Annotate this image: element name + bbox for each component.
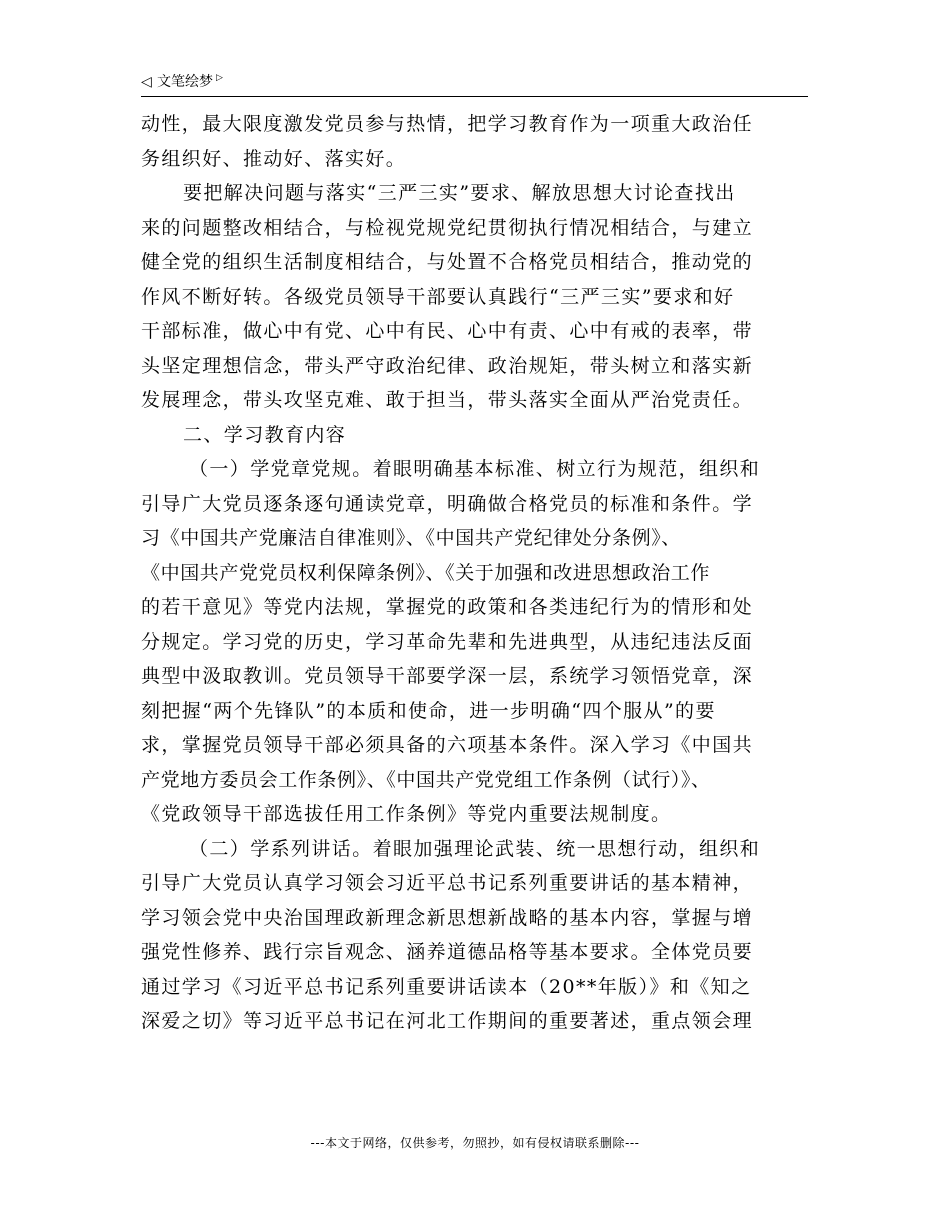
text-line: 健全党的组织生活制度相结合，与处置不合格党员相结合，推动党的 xyxy=(141,251,754,273)
text-line: 《党政领导干部选拔任用工作条例》等党内重要法规制度。 xyxy=(141,803,672,825)
text-line: 来的问题整改相结合，与检视党规党纪贯彻执行情况相结合，与建立 xyxy=(141,216,754,239)
right-triangle-icon: ▷ xyxy=(216,73,223,83)
text-line: 发展理念，带头攻坚克难、敢于担当，带头落实全面从严治党责任。 xyxy=(141,389,754,411)
text-line: 强党性修养、践行宗旨观念、涵养道德品格等基本要求。全体党员要 xyxy=(141,941,754,963)
text-line: 干部标准，做心中有党、心中有民、心中有责、心中有戒的表率，带 xyxy=(141,320,754,342)
text-line: 作风不断好转。各级党员领导干部要认真践行“三严三实”要求和好 xyxy=(141,285,735,308)
text-line: 学习领会党中央治国理政新理念新思想新战略的基本内容，掌握与增 xyxy=(141,906,754,929)
header-brand: 文笔绘梦 xyxy=(157,74,213,90)
section-heading: 二、学习教育内容 xyxy=(183,423,347,446)
text-line: 习《中国共产党廉洁自律准则》、《中国共产党纪律处分条例》、 xyxy=(141,527,681,549)
text-line: 刻把握“两个先锋队”的本质和使命，进一步明确“四个服从”的要 xyxy=(141,699,716,722)
text-line: （一）学党章党规。着眼明确基本标准、树立行为规范，组织和 xyxy=(189,458,761,480)
text-line: 通过学习《习近平总书记系列重要讲话读本（20**年版）》和《知之 xyxy=(141,975,752,998)
text-line: 务组织好、推动好、落实好。 xyxy=(141,147,407,170)
text-line: 引导广大党员逐条逐句通读党章，明确做合格党员的标准和条件。学 xyxy=(141,492,754,515)
header-divider xyxy=(141,96,808,97)
text-line: 深爱之切》等习近平总书记在河北工作期间的重要著述，重点领会理 xyxy=(141,1010,754,1032)
text-line: 的若干意见》等党内法规，掌握党的政策和各类违纪行为的情形和处 xyxy=(141,596,754,618)
text-line: 动性，最大限度激发党员参与热情，把学习教育作为一项重大政治任 xyxy=(141,113,754,135)
page-header xyxy=(141,70,808,96)
page-footer: ---本文于网络，仅供参考，勿照抄，如有侵权请联系删除--- xyxy=(310,1136,640,1150)
text-line: （二）学系列讲话。着眼加强理论武装、统一思想行动，组织和 xyxy=(189,837,761,860)
document-body xyxy=(141,107,808,1039)
text-line: 要把解决问题与落实“三严三实”要求、解放思想大讨论查找出 xyxy=(183,182,736,204)
text-line: 头坚定理想信念，带头严守政治纪律、政治规矩，带头树立和落实新 xyxy=(141,354,754,377)
left-triangle-icon: ◁ xyxy=(141,74,152,90)
text-line: 求，掌握党员领导干部必须具备的六项基本条件。深入学习《中国共 xyxy=(141,734,754,756)
text-line: 分规定。学习党的历史，学习革命先辈和先进典型，从违纪违法反面 xyxy=(141,630,754,653)
text-line: 《中国共产党党员权利保障条例》、《关于加强和改进思想政治工作 xyxy=(141,561,711,584)
text-line: 引导广大党员认真学习领会习近平总书记系列重要讲话的基本精神， xyxy=(141,872,754,894)
text-line: 产党地方委员会工作条例》、《中国共产党党组工作条例（试行）》、 xyxy=(141,768,711,791)
text-line: 典型中汲取教训。党员领导干部要学深一层，系统学习领悟党章，深 xyxy=(141,665,754,687)
